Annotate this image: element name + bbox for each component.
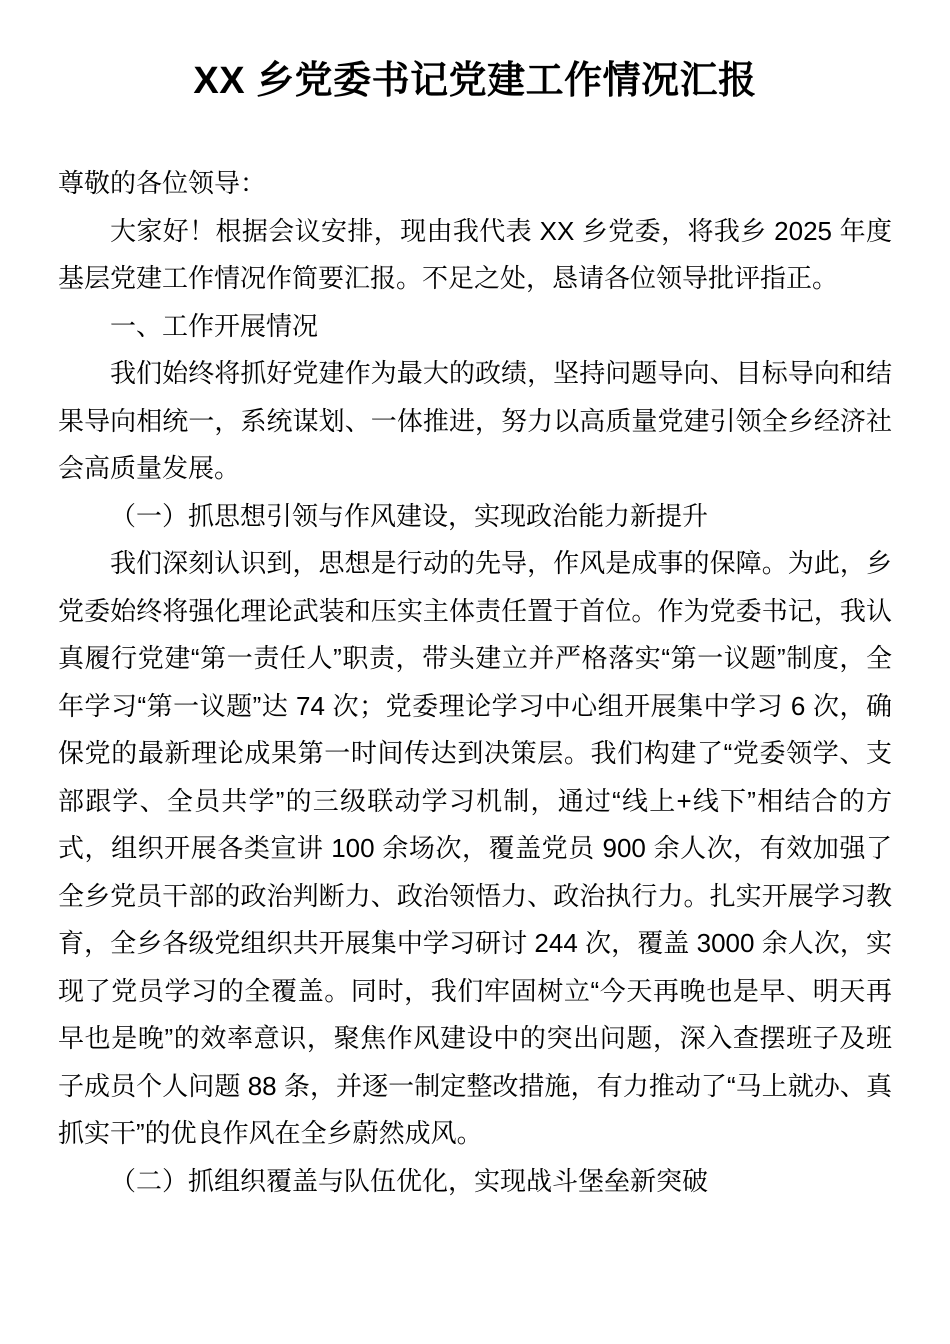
opening-paragraph: 大家好！根据会议安排，现由我代表 XX 乡党委，将我乡 2025 年度基层党建工作情况作简要汇报。不足之处，恳请各位领导批评指正。 bbox=[58, 215, 892, 293]
section-1-heading: 一、工作开展情况 bbox=[110, 310, 319, 341]
salutation-line: 尊敬的各位领导： bbox=[58, 168, 267, 198]
subsection-1-heading: （一）抓思想引领与作风建设，实现政治能力新提升 bbox=[110, 500, 709, 531]
subsection-1-body-paragraph: 我们深刻认识到，思想是行动的先导，作风是成事的保障。为此，乡党委始终将强化理论武装和压实主体责任置于首位。作为党委书记，我认真履行党建“第一责任人”职责，带头建立并严格落实“第一议题”制度，全年学习“第一议题”达 74 次；党委理论学习中心组开展集中学习 6 次，确保党的最新理论成果第一时间传达到决策层。我们构建了“党委领学、支部跟学、全员共学”的三级联动学习机制，通过“线上+线下”相结合的方式，组织开展各类宣讲 100 余场次，覆盖党员 900 余人次，有效加强了全乡党员干部的政治判断力、政治领悟力、政治执行力。扎实开展学习教育，全乡各级党组织共开展集中学习研讨 244 次，覆盖 3000 余人次，实现了党员学习的全覆盖。同时，我们牢固树立“今天再晚也是早、明天再早也是晚”的效率意识，聚焦作风建设中的突出问题，深入查摆班子及班子成员个人问题 88 条，并逐一制定整改措施，有力推动了“马上就办、真抓实干”的优良作风在全乡蔚然成风。 bbox=[58, 548, 892, 1148]
section-1-intro-paragraph: 我们始终将抓好党建作为最大的政绩，坚持问题导向、目标导向和结果导向相统一，系统谋划、一体推进，努力以高质量党建引领全乡经济社会高质量发展。 bbox=[58, 358, 892, 483]
subsection-2-heading: （二）抓组织覆盖与队伍优化，实现战斗堡垒新突破 bbox=[110, 1165, 709, 1196]
document-title: XX 乡党委书记党建工作情况汇报 bbox=[193, 60, 757, 102]
document-body bbox=[58, 160, 892, 1205]
